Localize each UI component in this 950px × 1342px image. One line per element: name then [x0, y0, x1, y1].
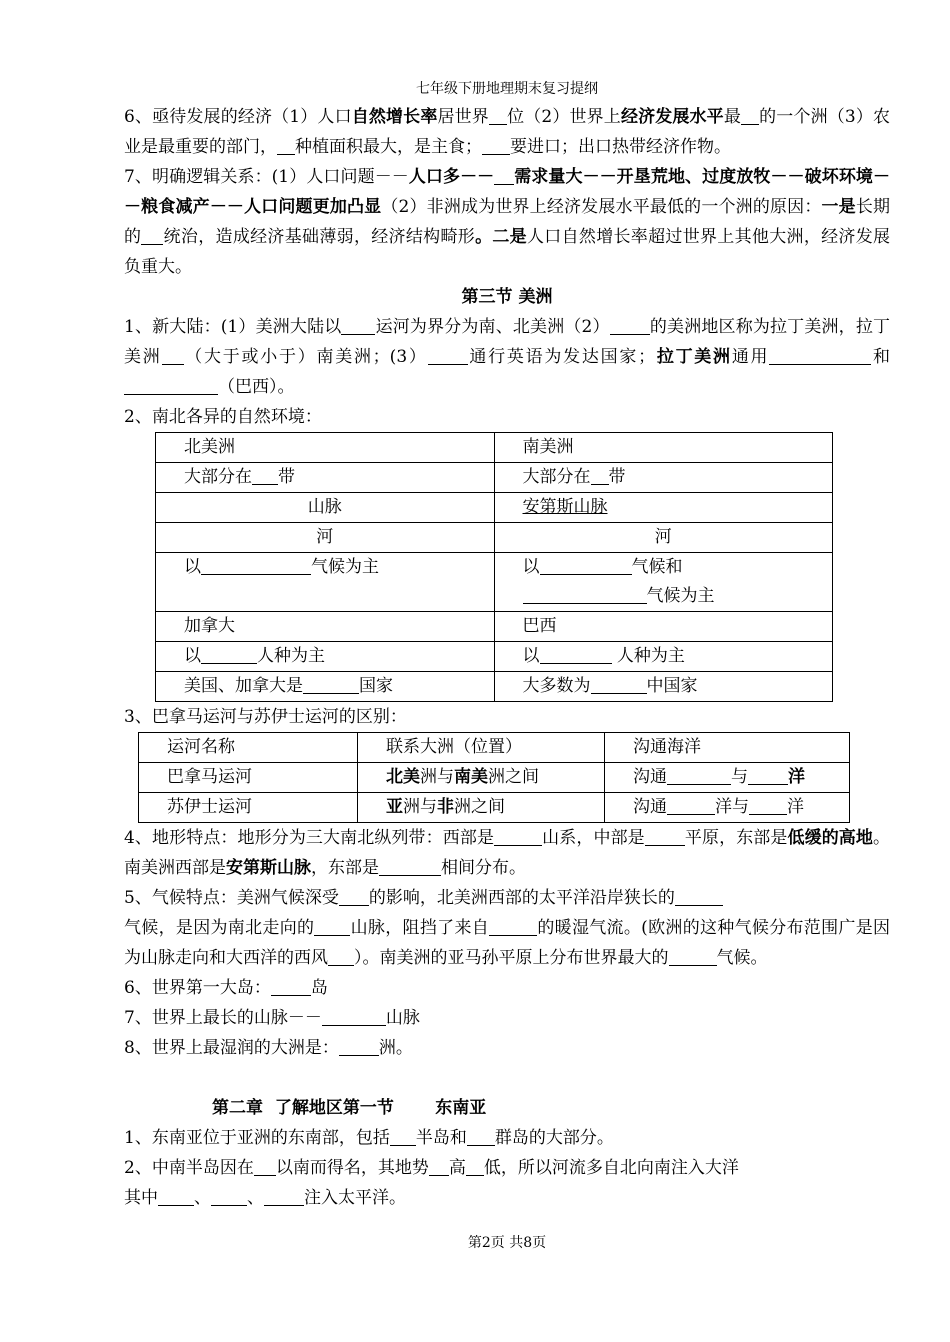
america-item-4: 4、地形特点：地形分为三大南北纵列带：西部是 山系，中部是 平原，东部是低缓的高地。南美洲西部是安第斯山脉，东部是 相间分布。: [124, 828, 891, 878]
america-item-6: 6、世界第一大岛： 岛: [124, 978, 328, 998]
america-item-8: 8、世界上最湿润的大洲是： 洲。: [124, 1038, 413, 1058]
spacer: [124, 1063, 890, 1093]
america-item-7: 7、世界上最长的山脉－－ 山脉: [124, 1008, 420, 1028]
table-row: 美国、加拿大是 国家 大多数为 中国家: [156, 672, 833, 702]
table-row: 大部分在 带 大部分在 带: [156, 463, 833, 493]
america-item-5: 5、气候特点：美洲气候深受 的影响，北美洲西部的太平洋沿岸狭长的 气候，是因为南北走向的 山脉，阻挡了来自 的暖湿气流。(欧洲的这种气候分布范围广是因为山脉走向和大西洋的西风 ）。南美洲的亚马孙平原上分布世界最大的 气候。: [124, 888, 891, 968]
table-row: 北美洲 南美洲: [156, 433, 833, 463]
table-row: 山脉 安第斯山脉: [156, 493, 833, 523]
document-body: [124, 102, 890, 1213]
table-row: 运河名称 联系大洲（位置） 沟通海洋: [139, 733, 850, 763]
southeast-asia-item-2: 2、中南半岛因在 以南而得名，其地势 高 低，所以河流多自北向南注入大洋 其中 、 、 注入太平洋。: [124, 1158, 739, 1208]
america-item-1: 1、新大陆：(1）美洲大陆以 运河为界分为南、北美洲（2） 的美洲地区称为拉丁美洲，拉丁美洲 （大于或小于）南美洲；(3） 通行英语为发达国家；拉丁美洲通用 和（巴西）。: [124, 317, 891, 397]
table-row: 河 河: [156, 523, 833, 553]
table-row: 以 人种为主 以 人种为主: [156, 642, 833, 672]
canal-comparison-table: [138, 732, 850, 823]
north-south-america-table: [155, 432, 833, 702]
table-row: 以 气候为主 以 气候和 气候为主: [156, 553, 833, 612]
america-item-2: 2、南北各异的自然环境：: [124, 407, 322, 427]
page-header: 七年级下册地理期末复习提纲: [416, 81, 598, 97]
table-row: 苏伊士运河 亚洲与非洲之间 沟通 洋与 洋: [139, 793, 850, 823]
page-footer: 第2页 共8页: [467, 1235, 547, 1251]
paragraph-6: 6、亟待发展的经济（1）人口自然增长率居世界 位（2）世界上经济发展水平最 的一个洲（3）农业是最重要的部门， 种植面积最大，是主食； 要进口；出口热带经济作物。: [124, 107, 891, 157]
section-title-america: 第三节 美洲: [461, 287, 553, 307]
table-row: 巴拿马运河 北美洲与南美洲之间 沟通 与 洋: [139, 763, 850, 793]
paragraph-7: 7、明确逻辑关系：(1）人口问题－－人口多－－ 需求量大－－开垦荒地、过度放牧－－破坏环境－－粮食减产－－人口问题更加凸显（2）非洲成为世界上经济发展水平最低的一个洲的原因：一是长期的 统治，造成经济基础薄弱，经济结构畸形。二是人口自然增长率超过世界上其他大洲，经济发展负重大。: [124, 167, 891, 277]
america-item-3: 3、巴拿马运河与苏伊士运河的区别：: [124, 707, 407, 727]
chapter-title-southeast-asia: 第二章 了解地区第一节 东南亚: [212, 1098, 487, 1118]
southeast-asia-item-1: 1、东南亚位于亚洲的东南部，包括 半岛和 群岛的大部分。: [124, 1128, 614, 1148]
table-row: 加拿大 巴西: [156, 612, 833, 642]
